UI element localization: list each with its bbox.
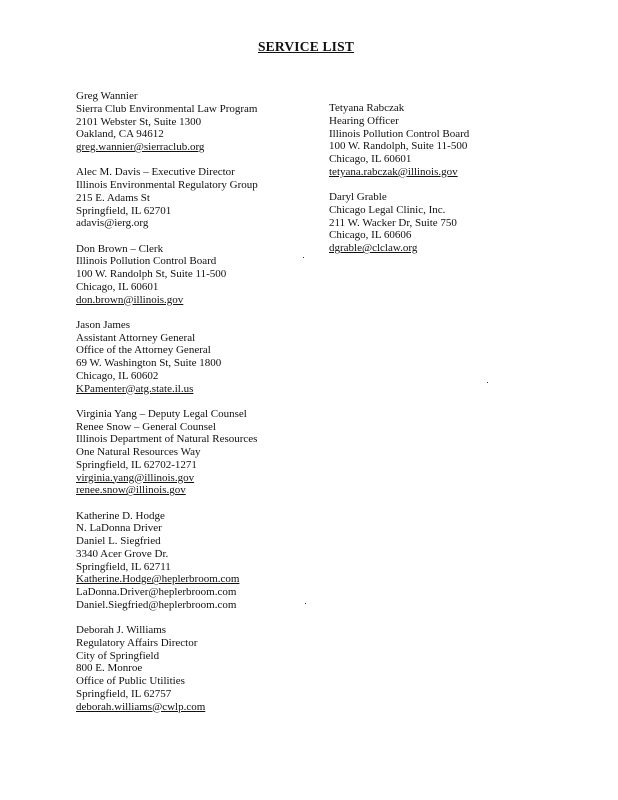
- contact-department: Office of Public Utilities: [76, 675, 185, 687]
- contact-name: Jason James: [76, 318, 131, 331]
- contact-name: Alec M. Davis – Executive Director: [76, 166, 235, 179]
- contact-email-link[interactable]: greg.wannier@sierraclub.org: [76, 141, 205, 153]
- contact-city: Chicago, IL 60602: [76, 369, 159, 382]
- contact-address: 69 W. Washington St, Suite 1800: [76, 357, 222, 369]
- contact-city: Springfield, IL 62757: [76, 687, 172, 700]
- contact-title: Hearing Officer: [329, 114, 399, 127]
- contact-title: Assistant Attorney General: [76, 331, 196, 344]
- contact-entry: [76, 166, 306, 230]
- contact-city: Springfield, IL 62711: [76, 560, 171, 573]
- contact-city: Chicago, IL 60606: [329, 229, 412, 242]
- contact-organization: City of Springfield: [76, 649, 160, 662]
- contact-organization: Illinois Pollution Control Board: [329, 127, 470, 140]
- contact-entry: [76, 624, 306, 713]
- contact-city: Chicago, IL 60601: [329, 153, 412, 165]
- scan-speck: [303, 257, 304, 258]
- contact-name: N. LaDonna Driver: [76, 522, 162, 535]
- contact-organization: Sierra Club Environmental Law Program: [76, 102, 258, 115]
- contact-address: One Natural Resources Way: [76, 446, 201, 458]
- contact-email-link[interactable]: deborah.williams@cwlp.com: [76, 700, 206, 713]
- contact-name: Virginia Yang – Deputy Legal Counsel: [76, 407, 247, 420]
- contact-email-link[interactable]: renee.snow@illinois.gov: [76, 484, 186, 497]
- contact-address: 100 W. Randolph, Suite 11-500: [329, 140, 468, 153]
- contact-email-link[interactable]: virginia.yang@illinois.gov: [76, 471, 195, 484]
- contact-organization: Illinois Department of Natural Resources: [76, 433, 258, 446]
- contact-city: Oakland, CA 94612: [76, 128, 164, 141]
- contact-address: 211 W. Wacker Dr, Suite 750: [329, 216, 457, 229]
- scan-speck: [305, 603, 306, 604]
- contact-entry: [76, 243, 306, 307]
- contact-organization: Illinois Environmental Regulatory Group: [76, 179, 258, 191]
- contact-entry: [76, 319, 306, 396]
- contact-name: Daryl Grable: [329, 191, 387, 203]
- contact-name: Don Brown – Clerk: [76, 242, 164, 255]
- page-title: SERVICE LIST: [257, 39, 355, 54]
- contact-email-link[interactable]: dgrable@clclaw.org: [329, 242, 418, 254]
- contact-email-link[interactable]: KPamenter@atg.state.il.us: [76, 382, 194, 395]
- contact-name: Daniel L. Siegfried: [76, 535, 161, 547]
- contact-email-link[interactable]: tetyana.rabczak@illinois.gov: [329, 165, 458, 178]
- contact-title: Regulatory Affairs Director: [76, 636, 198, 649]
- contact-city: Springfield, IL 62701: [76, 204, 172, 217]
- contact-name: Greg Wannier: [76, 90, 138, 102]
- contact-email-link[interactable]: Katherine.Hodge@heplerbroom.com: [76, 573, 240, 586]
- contact-name: Renee Snow – General Counsel: [76, 420, 216, 433]
- service-list-right-column: [329, 102, 529, 267]
- contact-address: 100 W. Randolph St, Suite 11-500: [76, 268, 227, 280]
- contact-entry: [329, 191, 529, 255]
- contact-address: 2101 Webster St, Suite 1300: [76, 115, 202, 128]
- contact-organization: Illinois Pollution Control Board: [76, 255, 217, 268]
- contact-name: Tetyana Rabczak: [329, 102, 405, 114]
- contact-entry: [76, 90, 306, 154]
- contact-name: Katherine D. Hodge: [76, 509, 165, 522]
- scan-speck: [487, 382, 488, 383]
- contact-entry: [76, 408, 306, 497]
- contact-email-link[interactable]: don.brown@illinois.gov: [76, 293, 184, 306]
- contact-name: Deborah J. Williams: [76, 624, 167, 636]
- contact-organization: Office of the Attorney General: [76, 344, 211, 357]
- contact-email: LaDonna.Driver@heplerbroom.com: [76, 586, 237, 598]
- contact-entry: [76, 510, 306, 612]
- contact-city: Springfield, IL 62702-1271: [76, 458, 197, 471]
- service-list-left-column: [76, 90, 306, 726]
- contact-address: 3340 Acer Grove Dr.: [76, 547, 169, 560]
- contact-address: 800 E. Monroe: [76, 662, 143, 675]
- contact-email: Daniel.Siegfried@heplerbroom.com: [76, 598, 237, 611]
- contact-organization: Chicago Legal Clinic, Inc.: [329, 203, 446, 216]
- contact-email: adavis@ierg.org: [76, 217, 149, 230]
- contact-address: 215 E. Adams St: [76, 191, 150, 204]
- contact-entry: [329, 102, 529, 179]
- contact-city: Chicago, IL 60601: [76, 280, 159, 293]
